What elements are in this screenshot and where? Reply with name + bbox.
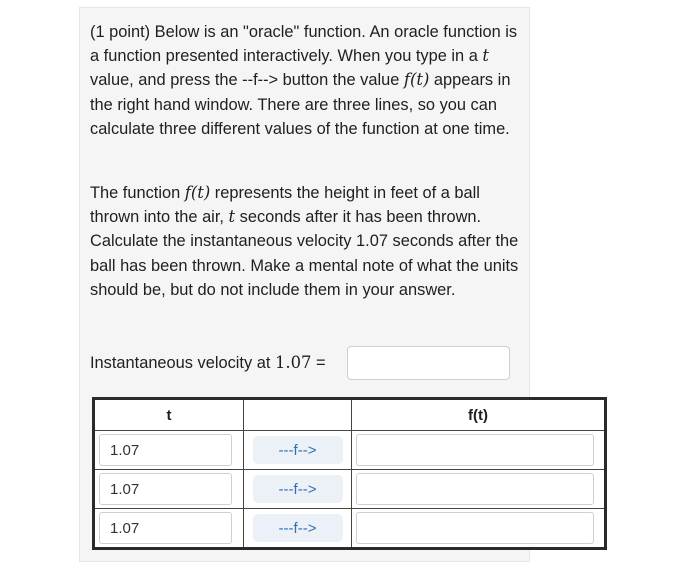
math-t: t (482, 46, 489, 66)
problem-question-paragraph (90, 181, 520, 302)
question-text-2: represents the height in feet of a ball thrown into the air, (90, 184, 480, 227)
question-text-1: The function (90, 184, 185, 202)
velocity-answer-input[interactable] (347, 346, 510, 380)
header-t: t (94, 399, 244, 431)
answer-label (90, 353, 326, 373)
ft-output-field[interactable] (356, 473, 594, 505)
oracle-table (92, 397, 607, 550)
oracle-row (94, 431, 606, 470)
intro-text-3: appears in the right hand window. There are three lines, so you can calculate three different values of the function at one time. (90, 71, 511, 138)
oracle-row (94, 509, 606, 549)
header-ft: f(t) (352, 399, 606, 431)
ft-output-field[interactable] (356, 434, 594, 466)
intro-text-1: (1 point) Below is an "oracle" function. An oracle function is a function presented interactively. When you type in a (90, 23, 518, 66)
ft-output-field[interactable] (356, 512, 594, 544)
t-input[interactable] (99, 473, 232, 505)
intro-text-2: value, and press the --f--> button the value (90, 71, 404, 90)
oracle-row (94, 470, 606, 509)
oracle-header-row (94, 399, 606, 431)
math-ft: f(t) (184, 183, 211, 202)
evaluate-f-button[interactable]: ---f--> (253, 514, 343, 542)
answer-label-equals: = (311, 354, 326, 372)
answer-row (90, 346, 520, 380)
evaluate-f-button[interactable]: ---f--> (253, 475, 343, 503)
answer-label-number: 1.07 (274, 353, 312, 372)
evaluate-f-button[interactable]: ---f--> (253, 436, 343, 464)
t-input[interactable] (99, 434, 232, 466)
math-t: t (228, 207, 236, 227)
problem-panel (79, 7, 530, 562)
answer-label-text: Instantaneous velocity at (90, 354, 275, 372)
t-input[interactable] (99, 512, 232, 544)
header-button (244, 399, 352, 431)
question-text-3: seconds after it has been thrown. Calculate the instantaneous velocity 1.07 seconds after the ball has been thrown. Make a mental note of what the units should be, but do not include them in your answer. (90, 208, 519, 299)
problem-intro-paragraph (90, 20, 520, 141)
math-ft: f(t) (403, 70, 430, 90)
